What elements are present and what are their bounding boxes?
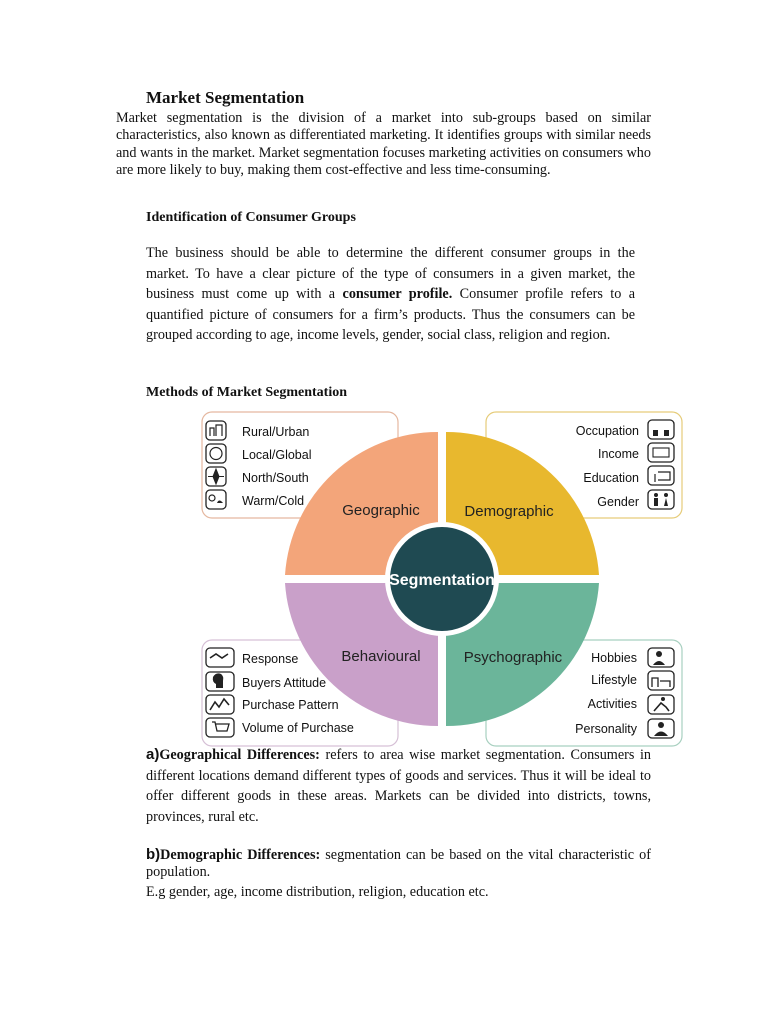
center-label: Segmentation [389,572,495,589]
identification-bold: consumer profile. [342,286,453,303]
geo-item-2: Local/Global [242,448,312,462]
section-b-example: E.g gender, age, income distribution, religion, education etc. [146,884,489,900]
identification-text-before: The business should be able to determine the different consumer groups in the market. To have a clear picture of the type of consumers in a given market, the business must come up with a [146,245,635,303]
psy-item-1: Hobbies [591,651,637,665]
gender-icon [648,490,674,509]
page-title: Market Segmentation [146,88,305,107]
psy-item-2: Lifestyle [591,673,637,687]
geo-item-4: Warm/Cold [242,494,305,508]
dem-item-3: Education [583,471,639,485]
section-b-letter: b) [146,846,161,863]
section-a-text: refers to area wise market segmentation. Consumers in different locations demand different types of goods and services. Thus it will be ideal to offer different goods in these areas. Markets can be divided into districts, towns, provinces, rural etc. [146,747,651,825]
behavioural-label: Behavioural [341,648,421,665]
intro-text: Market segmentation is the division of a market into sub-groups based on similar characteristics, also known as differentiated marketing. It identifies groups with similar needs and wants in the market. Market segmentation focuses marketing activities on consumers who are more likely to buy, making them cost-effective and less time-consuming. [116,110,651,179]
section-b-text: segmentation can be based on the vital characteristic of population. [146,847,651,880]
intro-paragraph [116,110,651,180]
section-a-bold: Geographical Differences: [159,747,320,763]
globe-icon [206,444,226,463]
identification-text-after: Consumer profile refers to a quantified picture of consumers for a firm’s products. Thus the consumers can be grouped according to age, income levels, gender, social class, religion and region. [146,286,636,344]
demographic-label: Demographic [464,503,554,520]
psy-item-3: Activities [587,697,637,711]
money-icon [648,443,674,462]
psychographic-label: Psychographic [463,649,563,666]
segmentation-diagram [196,408,688,750]
geo-item-3: North/South [242,471,309,485]
dem-item-1: Occupation [575,424,639,438]
geo-item-1: Rural/Urban [242,425,310,439]
section-b-bold: Demographic Differences: [160,847,321,863]
beh-item-3: Purchase Pattern [242,698,339,712]
activities-icon [648,695,674,714]
methods-heading: Methods of Market Segmentation [146,385,348,400]
beh-item-4: Volume of Purchase [242,721,354,735]
geographic-label: Geographic [342,502,420,519]
dem-item-2: Income [598,447,639,461]
psy-item-4: Personality [575,722,637,736]
beh-item-1: Response [242,652,299,666]
beh-item-2: Buyers Attitude [242,676,327,690]
section-a-letter: a) [146,746,160,763]
cart-icon [206,718,234,737]
occupation-icon [648,420,674,439]
identification-heading: Identification of Consumer Groups [146,210,356,225]
dem-item-4: Gender [597,495,639,509]
identification-paragraph [146,243,635,346]
